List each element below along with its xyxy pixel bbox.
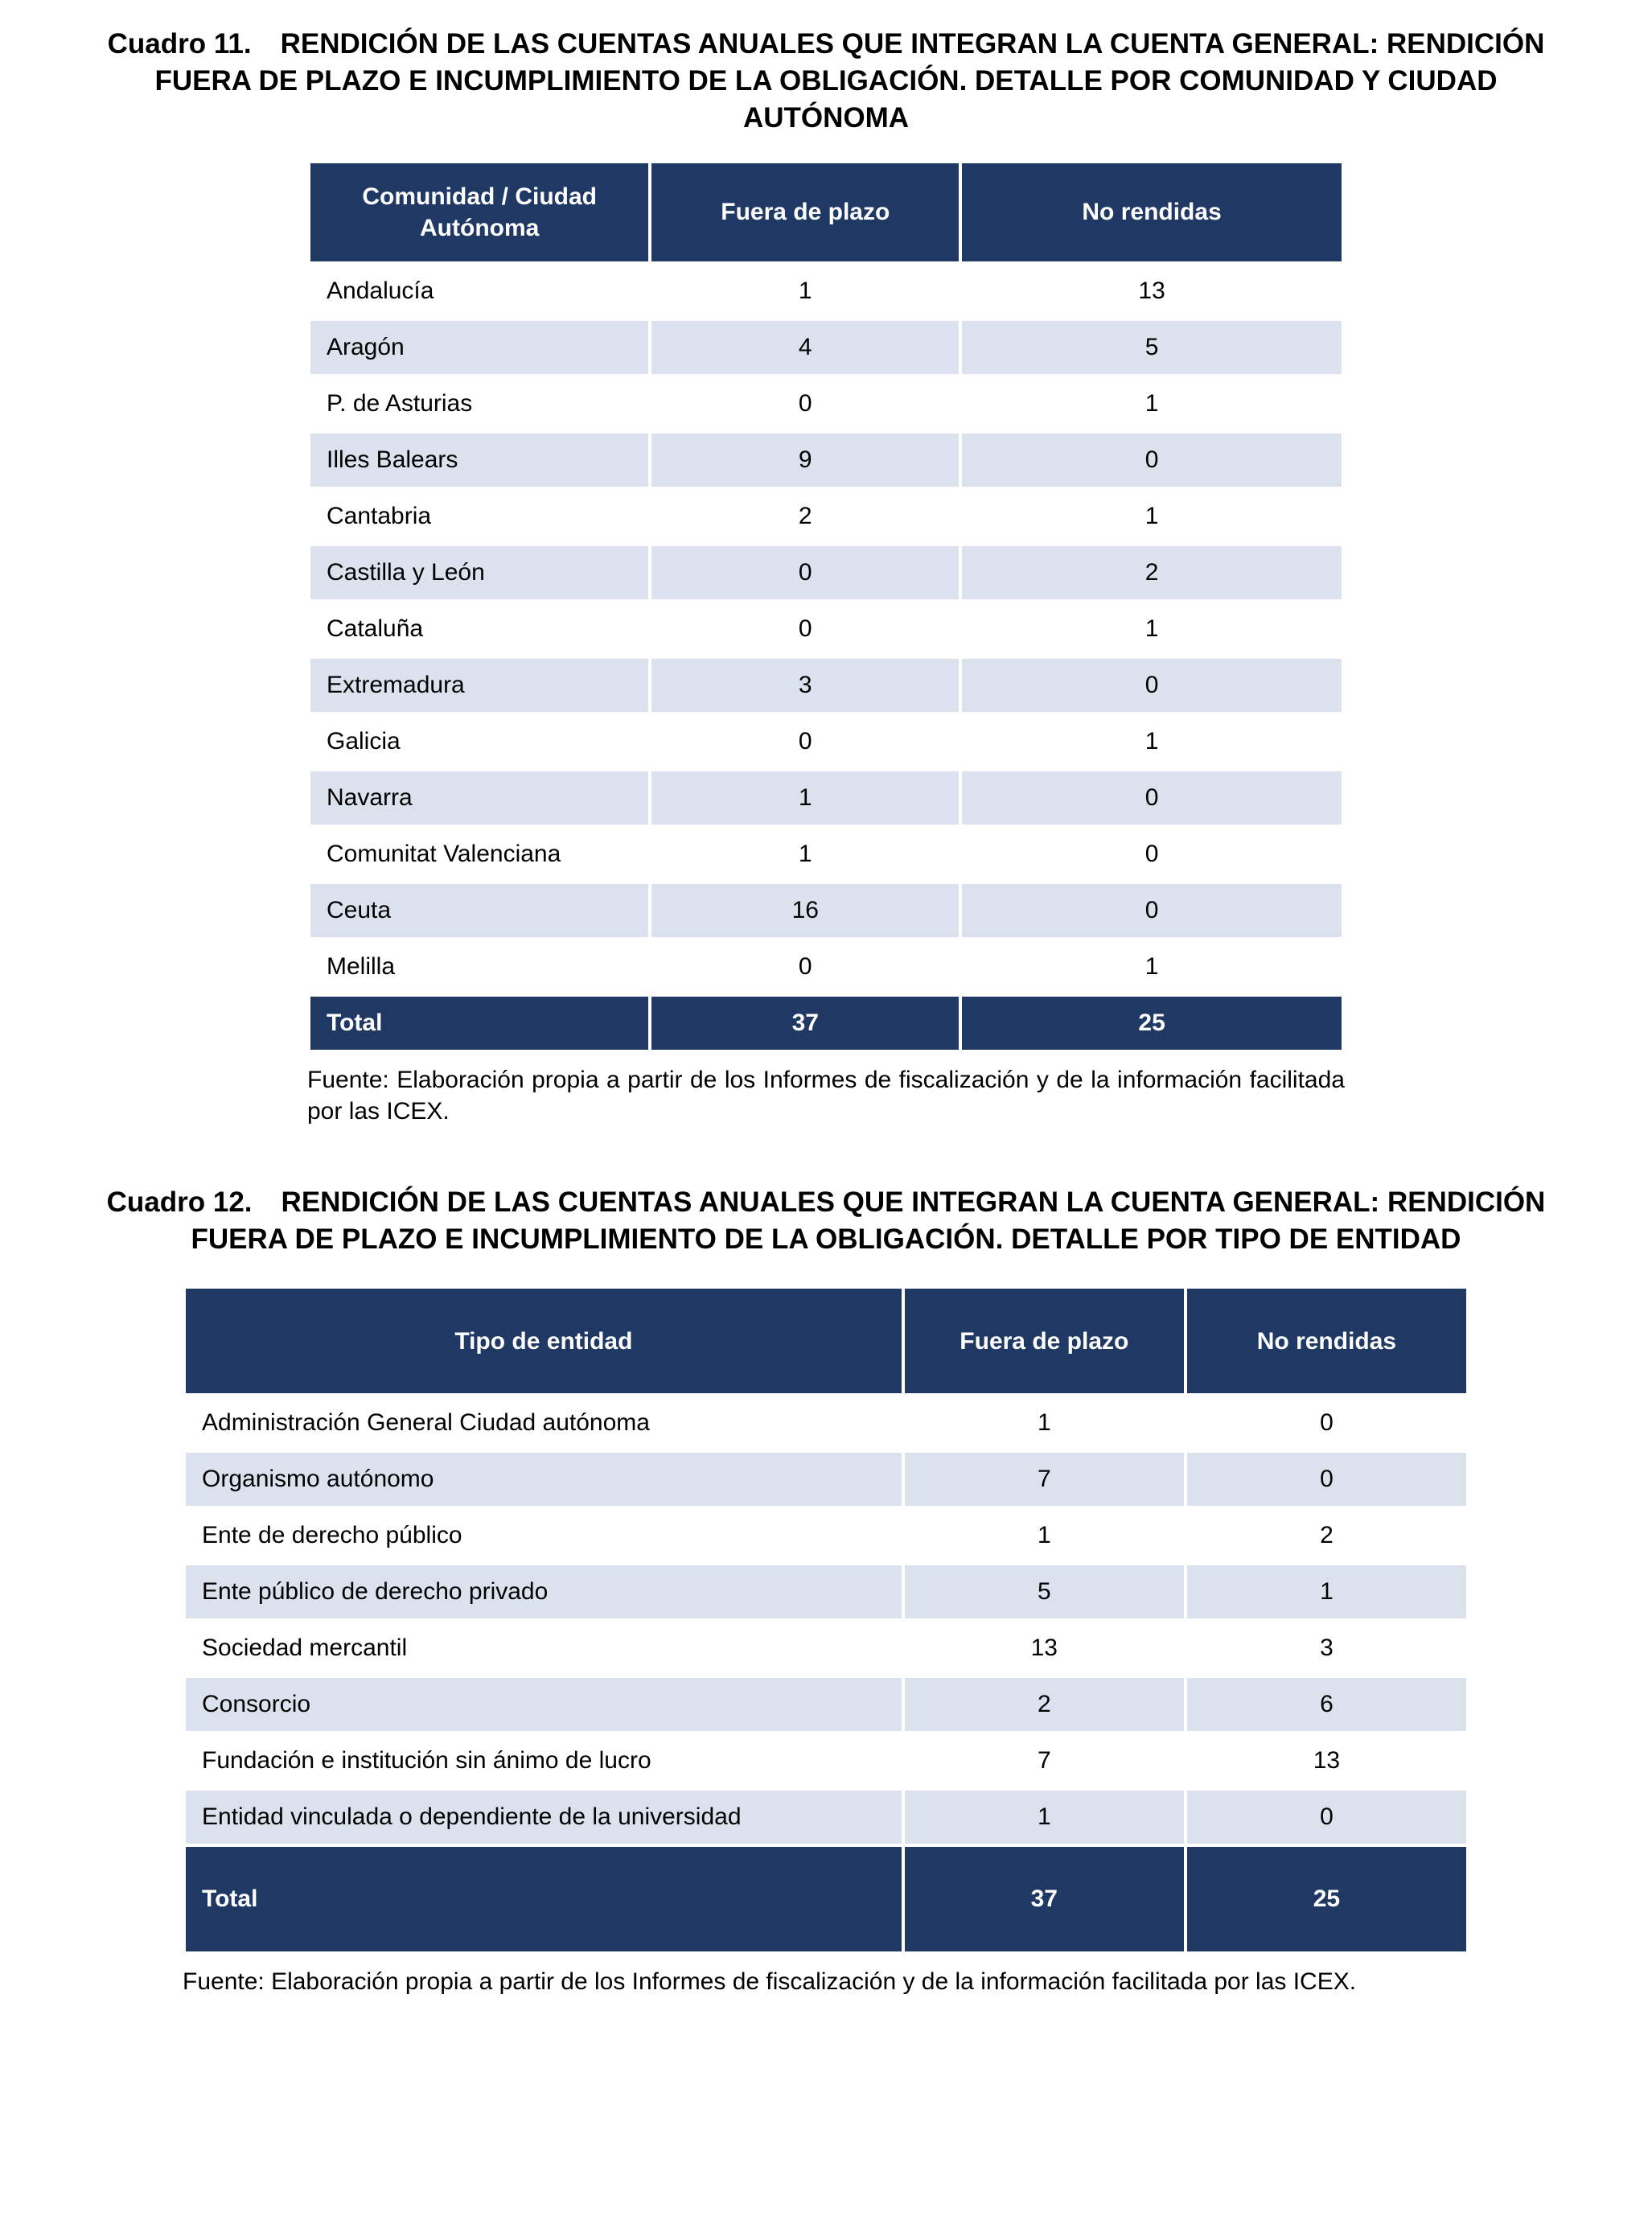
fuera-de-plazo-value: 0 — [650, 545, 960, 601]
table-row-extremadura — [309, 657, 1343, 713]
table-row-cantabria — [309, 488, 1343, 545]
no-rendidas-value: 0 — [1186, 1395, 1468, 1451]
no-rendidas-value: 2 — [1186, 1507, 1468, 1564]
row-label: Organismo autónomo — [184, 1451, 903, 1507]
no-rendidas-value: 0 — [960, 826, 1343, 882]
cuadro-12-source-note: Fuente: Elaboración propia a partir de los Informes de fiscalización y de la información facilitada por las ICEX. — [183, 1968, 1357, 1996]
fuera-de-plazo-value: 7 — [903, 1451, 1186, 1507]
row-label: Cantabria — [309, 488, 650, 545]
fuera-de-plazo-value: 5 — [903, 1564, 1186, 1620]
no-rendidas-value: 5 — [960, 319, 1343, 376]
column-header-no-rendidas: No rendidas — [1186, 1287, 1468, 1395]
row-label: Castilla y León — [309, 545, 650, 601]
no-rendidas-value: 0 — [960, 770, 1343, 826]
no-rendidas-value: 13 — [1186, 1733, 1468, 1789]
table-row-aragon — [309, 319, 1343, 376]
no-rendidas-value: 0 — [960, 882, 1343, 939]
fuera-de-plazo-value: 0 — [650, 939, 960, 995]
table-row-comunitat-valenciana — [309, 826, 1343, 882]
fuera-de-plazo-value: 1 — [650, 770, 960, 826]
fuera-de-plazo-value: 3 — [650, 657, 960, 713]
fuera-de-plazo-value: 1 — [903, 1789, 1186, 1845]
no-rendidas-value: 1 — [960, 601, 1343, 657]
total-fuera-de-plazo: 37 — [650, 995, 960, 1051]
cuadro-12-header — [184, 1287, 1468, 1395]
table-row-andalucia — [309, 263, 1343, 319]
no-rendidas-value: 1 — [960, 488, 1343, 545]
table-row-illes-balears — [309, 432, 1343, 488]
fuera-de-plazo-value: 0 — [650, 601, 960, 657]
cuadro-11-caption-label: Cuadro 11. — [107, 28, 252, 60]
fuera-de-plazo-value: 2 — [903, 1676, 1186, 1733]
header-row — [309, 162, 1343, 263]
cuadro-11-table — [307, 160, 1345, 1053]
fuera-de-plazo-value: 13 — [903, 1620, 1186, 1676]
total-no-rendidas: 25 — [1186, 1845, 1468, 1953]
no-rendidas-value: 0 — [1186, 1451, 1468, 1507]
fuera-de-plazo-value: 1 — [650, 826, 960, 882]
row-label: Administración General Ciudad autónoma — [184, 1395, 903, 1451]
column-header-fuera-de-plazo: Fuera de plazo — [650, 162, 960, 263]
total-label: Total — [184, 1845, 903, 1953]
fuera-de-plazo-value: 4 — [650, 319, 960, 376]
table-row-asturias — [309, 376, 1343, 432]
row-label: P. de Asturias — [309, 376, 650, 432]
no-rendidas-value: 1 — [1186, 1564, 1468, 1620]
header-row — [184, 1287, 1468, 1395]
total-row — [184, 1845, 1468, 1953]
row-label: Extremadura — [309, 657, 650, 713]
cuadro-12-caption — [74, 1184, 1578, 1258]
table-row-sociedad-mercantil — [184, 1620, 1468, 1676]
cuadro-11-caption — [74, 26, 1578, 138]
fuera-de-plazo-value: 1 — [650, 263, 960, 319]
row-label: Consorcio — [184, 1676, 903, 1733]
no-rendidas-value: 1 — [960, 713, 1343, 770]
fuera-de-plazo-value: 1 — [903, 1507, 1186, 1564]
fuera-de-plazo-value: 2 — [650, 488, 960, 545]
cuadro-12-table — [183, 1285, 1469, 1955]
table-row-navarra — [309, 770, 1343, 826]
table-row-ente-derecho-publico — [184, 1507, 1468, 1564]
table-row-cataluna — [309, 601, 1343, 657]
no-rendidas-value: 0 — [960, 432, 1343, 488]
no-rendidas-value: 0 — [1186, 1789, 1468, 1845]
fuera-de-plazo-value: 7 — [903, 1733, 1186, 1789]
fuera-de-plazo-value: 16 — [650, 882, 960, 939]
fuera-de-plazo-value: 9 — [650, 432, 960, 488]
fuera-de-plazo-value: 0 — [650, 376, 960, 432]
row-label: Ente de derecho público — [184, 1507, 903, 1564]
column-header-comunidad: Comunidad / Ciudad Autónoma — [309, 162, 650, 263]
row-label: Melilla — [309, 939, 650, 995]
row-label: Comunitat Valenciana — [309, 826, 650, 882]
total-fuera-de-plazo: 37 — [903, 1845, 1186, 1953]
column-header-tipo-de-entidad: Tipo de entidad — [184, 1287, 903, 1395]
row-label: Entidad vinculada o dependiente de la universidad — [184, 1789, 903, 1845]
table-row-entidad-vinculada-universidad — [184, 1789, 1468, 1845]
total-no-rendidas: 25 — [960, 995, 1343, 1051]
row-label: Sociedad mercantil — [184, 1620, 903, 1676]
row-label: Ente público de derecho privado — [184, 1564, 903, 1620]
row-label: Ceuta — [309, 882, 650, 939]
cuadro-12-caption-title: RENDICIÓN DE LAS CUENTAS ANUALES QUE INTEGRAN LA CUENTA GENERAL: RENDICIÓN FUERA DE PLAZO E INCUMPLIMIENTO DE LA OBLIGACIÓN. DETALLE POR TIPO DE ENTIDAD — [191, 1186, 1546, 1255]
table-row-administracion-general — [184, 1395, 1468, 1451]
column-header-fuera-de-plazo: Fuera de plazo — [903, 1287, 1186, 1395]
row-label: Navarra — [309, 770, 650, 826]
row-label: Andalucía — [309, 263, 650, 319]
fuera-de-plazo-value: 1 — [903, 1395, 1186, 1451]
table-row-melilla — [309, 939, 1343, 995]
row-label: Fundación e institución sin ánimo de lucro — [184, 1733, 903, 1789]
table-row-castilla-y-leon — [309, 545, 1343, 601]
cuadro-11-source-note: Fuente: Elaboración propia a partir de los Informes de fiscalización y de la información facilitada por las ICEX. — [307, 1066, 1345, 1125]
cuadro-11-caption-title: RENDICIÓN DE LAS CUENTAS ANUALES QUE INTEGRAN LA CUENTA GENERAL: RENDICIÓN FUERA DE PLAZO E INCUMPLIMIENTO DE LA OBLIGACIÓN. DETALLE POR COMUNIDAD Y CIUDAD AUTÓNOMA — [154, 28, 1545, 134]
no-rendidas-value: 1 — [960, 939, 1343, 995]
row-label: Galicia — [309, 713, 650, 770]
cuadro-12-caption-label: Cuadro 12. — [106, 1186, 253, 1218]
total-label: Total — [309, 995, 650, 1051]
row-label: Aragón — [309, 319, 650, 376]
total-row — [309, 995, 1343, 1051]
no-rendidas-value: 2 — [960, 545, 1343, 601]
fuera-de-plazo-value: 0 — [650, 713, 960, 770]
cuadro-11-header — [309, 162, 1343, 263]
table-row-consorcio — [184, 1676, 1468, 1733]
row-label: Cataluña — [309, 601, 650, 657]
no-rendidas-value: 6 — [1186, 1676, 1468, 1733]
table-row-ceuta — [309, 882, 1343, 939]
table-row-ente-publico-derecho-privado — [184, 1564, 1468, 1620]
table-row-fundacion — [184, 1733, 1468, 1789]
column-header-no-rendidas: No rendidas — [960, 162, 1343, 263]
no-rendidas-value: 3 — [1186, 1620, 1468, 1676]
no-rendidas-value: 13 — [960, 263, 1343, 319]
no-rendidas-value: 1 — [960, 376, 1343, 432]
table-row-galicia — [309, 713, 1343, 770]
no-rendidas-value: 0 — [960, 657, 1343, 713]
row-label: Illes Balears — [309, 432, 650, 488]
table-row-organismo-autonomo — [184, 1451, 1468, 1507]
